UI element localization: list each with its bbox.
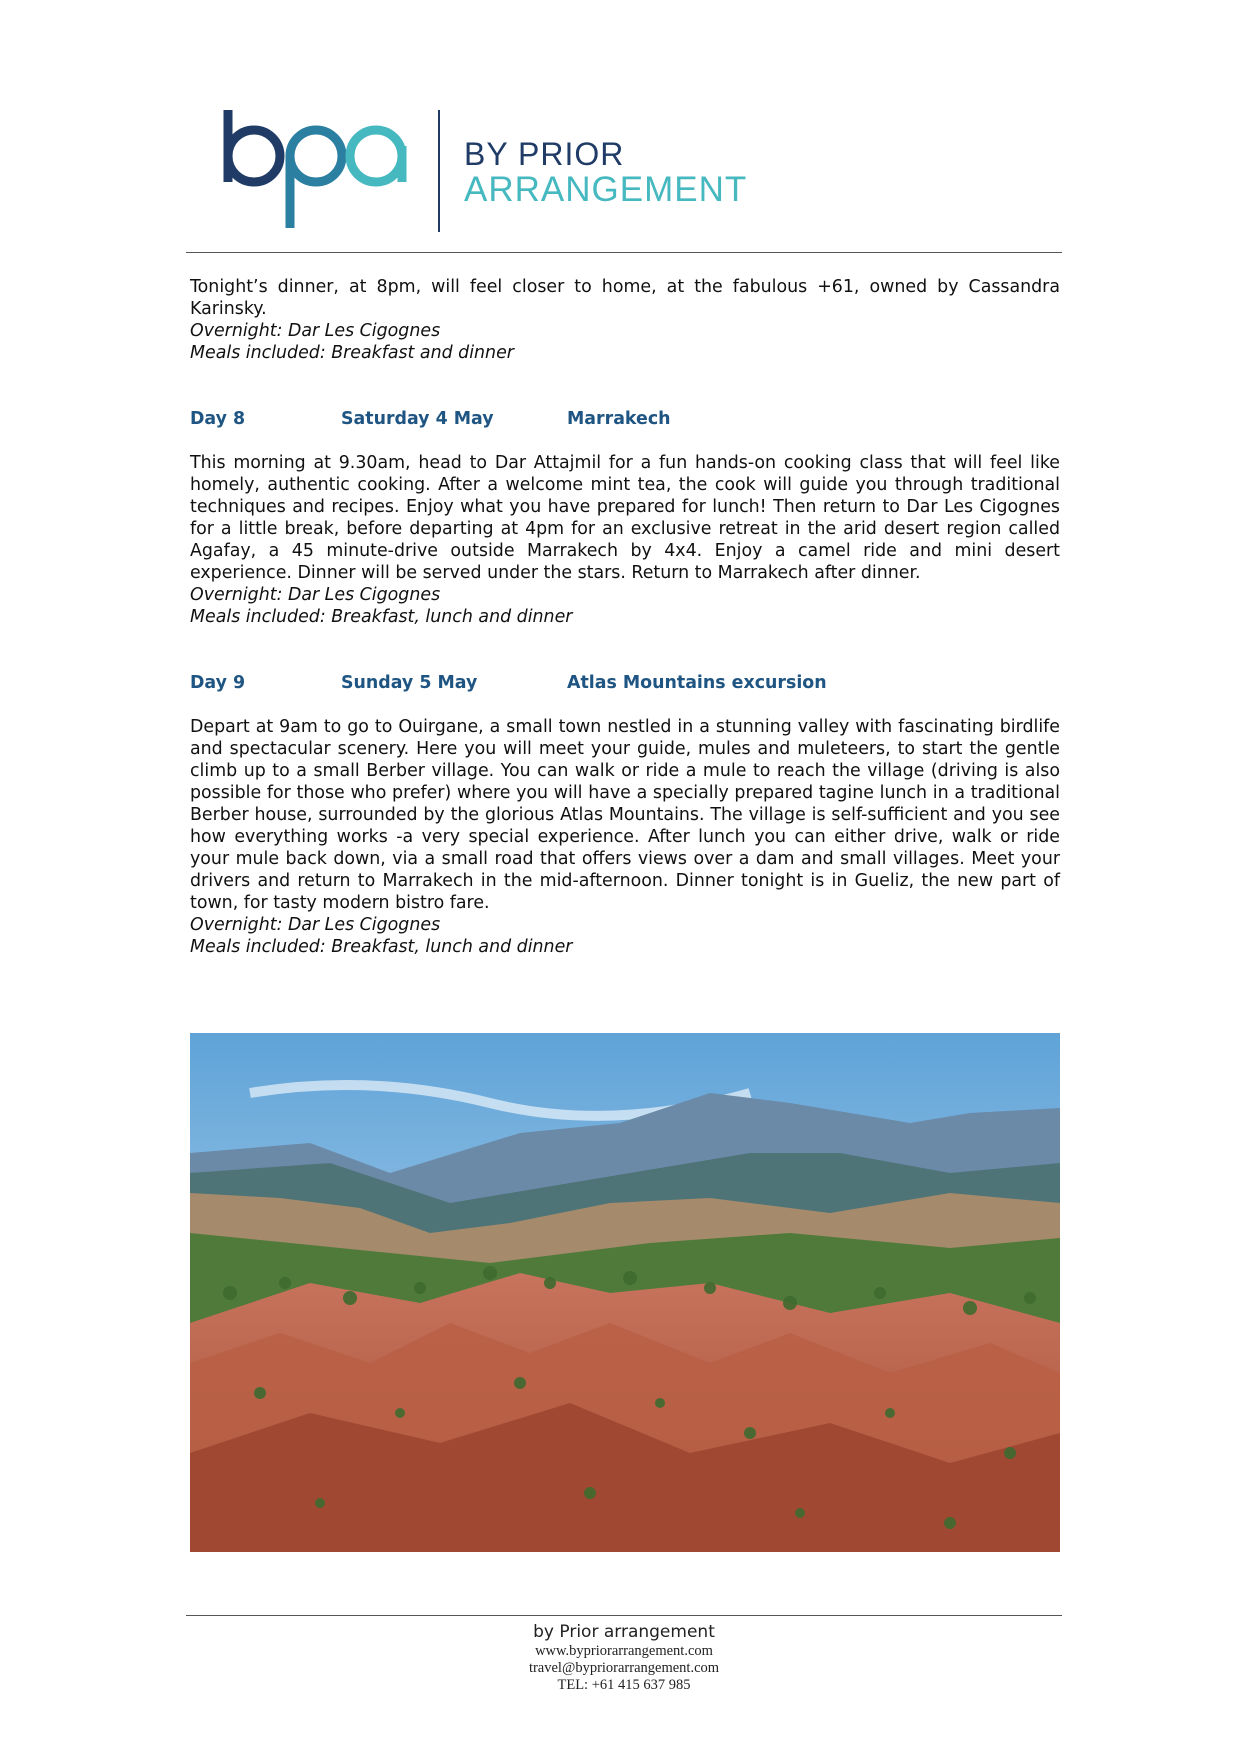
day-location: Marrakech <box>567 409 671 429</box>
brand-name-line2: ARRANGEMENT <box>464 170 748 209</box>
footer-company: by Prior arrangement <box>533 1622 715 1642</box>
footer-phone: TEL: +61 415 637 985 <box>557 1677 691 1693</box>
footer <box>186 1621 1062 1694</box>
day-9-paragraph: Depart at 9am to go to Ouirgane, a small town nestled in a stunning valley with fascinating birdlife and spectacular scenery. Here you will meet your guide, mules and muleteers, to start the gentle climb up to a small Berber village. You can walk or ride a mule to reach the village (driving is also possible for those who prefer) where you will have a specially prepared tagine lunch in a traditional Berber house, surrounded by the glorious Atlas Mountains. The village is self-sufficient and you see how everything works -a very special experience. After lunch you can either drive, walk or ride your mule back down, via a small road that offers views over a dam and small villages. Meet your drivers and return to Marrakech in the mid-afternoon. Dinner tonight is in Gueliz, the new part of town, for tasty modern bistro fare. <box>190 717 1060 913</box>
footer-email[interactable]: travel@bypriorarrangement.com <box>528 1660 720 1676</box>
day-9-overnight: Overnight: Dar Les Cigognes <box>190 915 441 935</box>
day-date: Saturday 4 May <box>341 409 494 429</box>
footer-website[interactable]: www.bypriorarrangement.com <box>535 1643 713 1659</box>
day-9-heading <box>190 672 1060 694</box>
itinerary-content <box>190 276 1060 958</box>
day-date: Sunday 5 May <box>341 673 478 693</box>
intro-overnight: Overnight: Dar Les Cigognes <box>190 321 441 341</box>
logo-divider <box>438 110 440 232</box>
day-location: Atlas Mountains excursion <box>567 673 827 693</box>
header-rule <box>186 252 1062 253</box>
company-logo <box>216 106 748 232</box>
brand-name-line1: BY PRIOR <box>464 136 625 172</box>
day-9-meals: Meals included: Breakfast, lunch and dinner <box>190 937 573 957</box>
day-label: Day 9 <box>190 673 246 693</box>
intro-meals: Meals included: Breakfast and dinner <box>190 343 514 363</box>
day-label: Day 8 <box>190 409 246 429</box>
intro-paragraph: Tonight’s dinner, at 8pm, will feel closer to home, at the fabulous +61, owned by Cassandra Karinsky. <box>190 277 1060 319</box>
day-8-overnight: Overnight: Dar Les Cigognes <box>190 585 441 605</box>
bpa-logo-mark <box>216 106 416 232</box>
day-8-paragraph: This morning at 9.30am, head to Dar Attajmil for a fun hands-on cooking class that will feel like homely, authentic cooking. After a welcome mint tea, the cook will guide you through traditional techniques and recipes. Enjoy what you have prepared for lunch! Then return to Dar Les Cigognes for a little break, before departing at 4pm for an exclusive retreat in the arid desert region called Agafay, a 45 minute-drive outside Marrakech by 4x4. Enjoy a camel ride and mini desert experience. Dinner will be served under the stars. Return to Marrakech after dinner. <box>190 453 1060 583</box>
day-8-heading <box>190 408 1060 430</box>
atlas-mountains-photo <box>190 1033 1060 1552</box>
footer-rule <box>186 1615 1062 1616</box>
day-8-meals: Meals included: Breakfast, lunch and dinner <box>190 607 573 627</box>
